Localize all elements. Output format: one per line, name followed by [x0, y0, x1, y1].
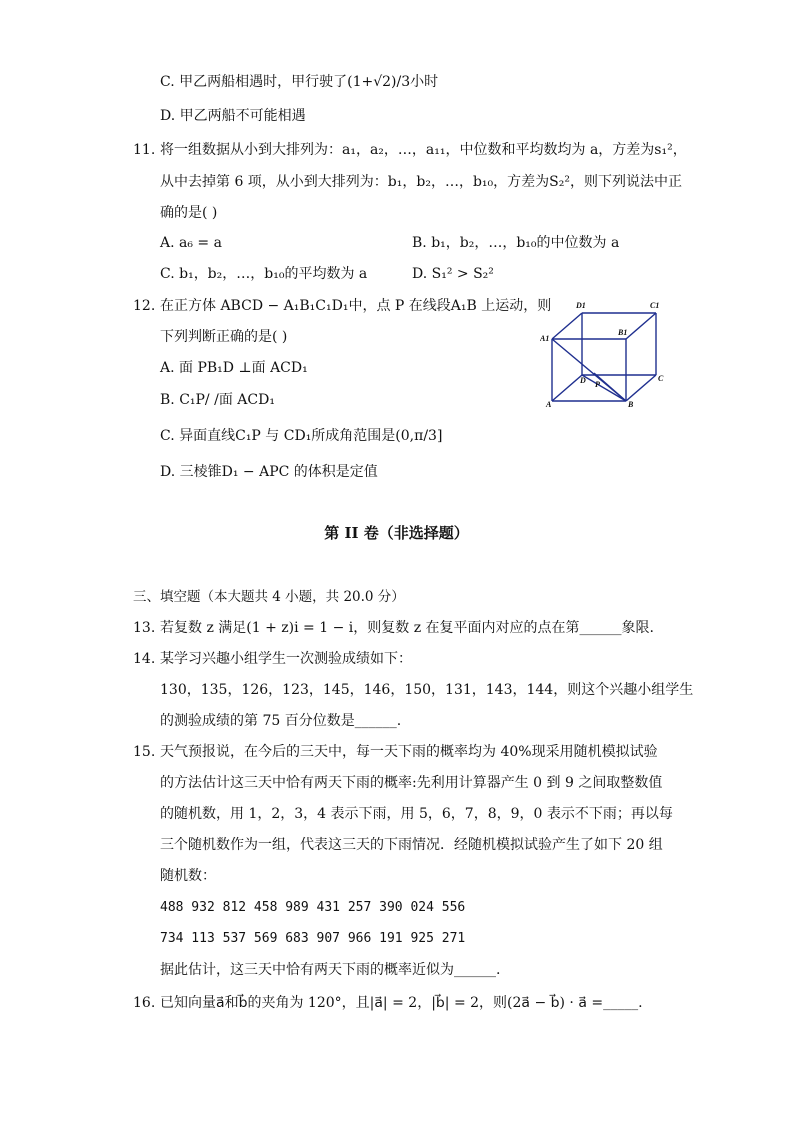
q13-number: 13. [133, 620, 156, 636]
section3-heading: 三、填空题（本大题共 4 小题，共 20.0 分） [133, 589, 405, 605]
label-c: C [658, 374, 664, 383]
q15-stem-line1: 天气预报说，在今后的三天中，每一天下雨的概率均为 40%现采用随机模拟试验 [160, 744, 658, 760]
edge-ad [552, 375, 582, 401]
q11-stem-line2: 从中去掉第 6 项，从小到大排列为：b₁，b₂，…，b₁₀，方差为S₂²，则下列说法中正 [160, 174, 682, 190]
q16-number: 16. [133, 995, 156, 1011]
q15-stem-line5: 随机数： [160, 868, 216, 884]
q15-stem-line4: 三个随机数作为一组，代表这三天的下雨情况．经随机模拟试验产生了如下 20 组 [160, 837, 663, 853]
label-c1: C1 [650, 301, 660, 310]
q11-stem-line1: 将一组数据从小到大排列为：a₁，a₂，…，a₁₁，中位数和平均数均为 a，方差为s₁²， [160, 142, 687, 158]
q14-number: 14. [133, 651, 156, 667]
q12-stem-line2: 下列判断正确的是( ) [160, 329, 288, 345]
q15-stem-line2: 的方法估计这三天中恰有两天下雨的概率:先利用计算器产生 0 到 9 之间取整数值 [160, 775, 663, 791]
q11-option-c: C. b₁，b₂，…，b₁₀的平均数为 a [160, 266, 368, 282]
q15-stem-line6: 据此估计，这三天中恰有两天下雨的概率近似为______. [160, 962, 501, 978]
label-d1: D1 [576, 301, 586, 310]
q10-option-d: D. 甲乙两船不可能相遇 [160, 108, 306, 124]
edge-b1c1 [626, 313, 656, 339]
q16-stem: 已知向量a⃗和b⃗的夹角为 120°，且|a⃗| = 2，|b⃗| = 2，则(2a⃗ − b⃗) · a⃗ =_____. [160, 995, 643, 1011]
q11-option-a: A. a₆ = a [160, 235, 222, 251]
q12-option-b: B. C₁P/ /面 ACD₁ [160, 392, 275, 408]
q15-random-data-row2: 734 113 537 569 683 907 966 191 925 271 [160, 931, 466, 946]
label-p: P [595, 380, 600, 389]
q12-option-d: D. 三棱锥D₁ − APC 的体积是定值 [160, 464, 378, 480]
label-a: A [546, 400, 552, 409]
label-b1: B1 [618, 328, 628, 337]
q12-stem-line1: 在正方体 ABCD − A₁B₁C₁D₁中，点 P 在线段A₁B 上运动，则 [160, 298, 552, 314]
q11-stem-line3: 确的是( ) [160, 205, 218, 221]
cube-figure [540, 297, 668, 409]
q11-option-d: D. S₁² > S₂² [412, 266, 494, 282]
label-b: B [628, 400, 634, 409]
q14-stem-line1: 某学习兴趣小组学生一次测验成绩如下： [160, 651, 412, 667]
label-a1: A1 [540, 334, 550, 343]
q12-number: 12. [133, 298, 156, 314]
q14-stem-line2: 130，135，126，123，145，146，150，131，143，144，则这个兴趣小组学生 [160, 682, 694, 698]
q15-stem-line3: 的随机数，用 1，2，3，4 表示下雨，用 5，6，7，8，9，0 表示不下雨；再以每 [160, 806, 673, 822]
part2-title: 第 II 卷（非选择题） [324, 524, 469, 542]
segment-db [582, 375, 626, 401]
edge-bc [626, 375, 656, 401]
q15-random-data-row1: 488 932 812 458 989 431 257 390 024 556 [160, 900, 466, 915]
q13-stem: 若复数 z 满足(1 + z)i = 1 − i，则复数 z 在复平面内对应的点在第______象限. [160, 620, 654, 636]
q11-number: 11. [133, 142, 156, 158]
q10-option-c: C. 甲乙两船相遇时，甲行驶了(1+√2)/3小时 [160, 74, 439, 90]
q14-stem-line3: 的测验成绩的第 75 百分位数是______. [160, 713, 402, 729]
q11-option-b: B. b₁，b₂，…，b₁₀的中位数为 a [412, 235, 620, 251]
label-d: D [580, 376, 586, 385]
q12-option-a: A. 面 PB₁D ⊥面 ACD₁ [160, 360, 308, 376]
edge-a1d1 [552, 313, 582, 339]
q15-number: 15. [133, 744, 156, 760]
q12-option-c: C. 异面直线C₁P 与 CD₁所成角范围是(0,π/3] [160, 428, 443, 444]
